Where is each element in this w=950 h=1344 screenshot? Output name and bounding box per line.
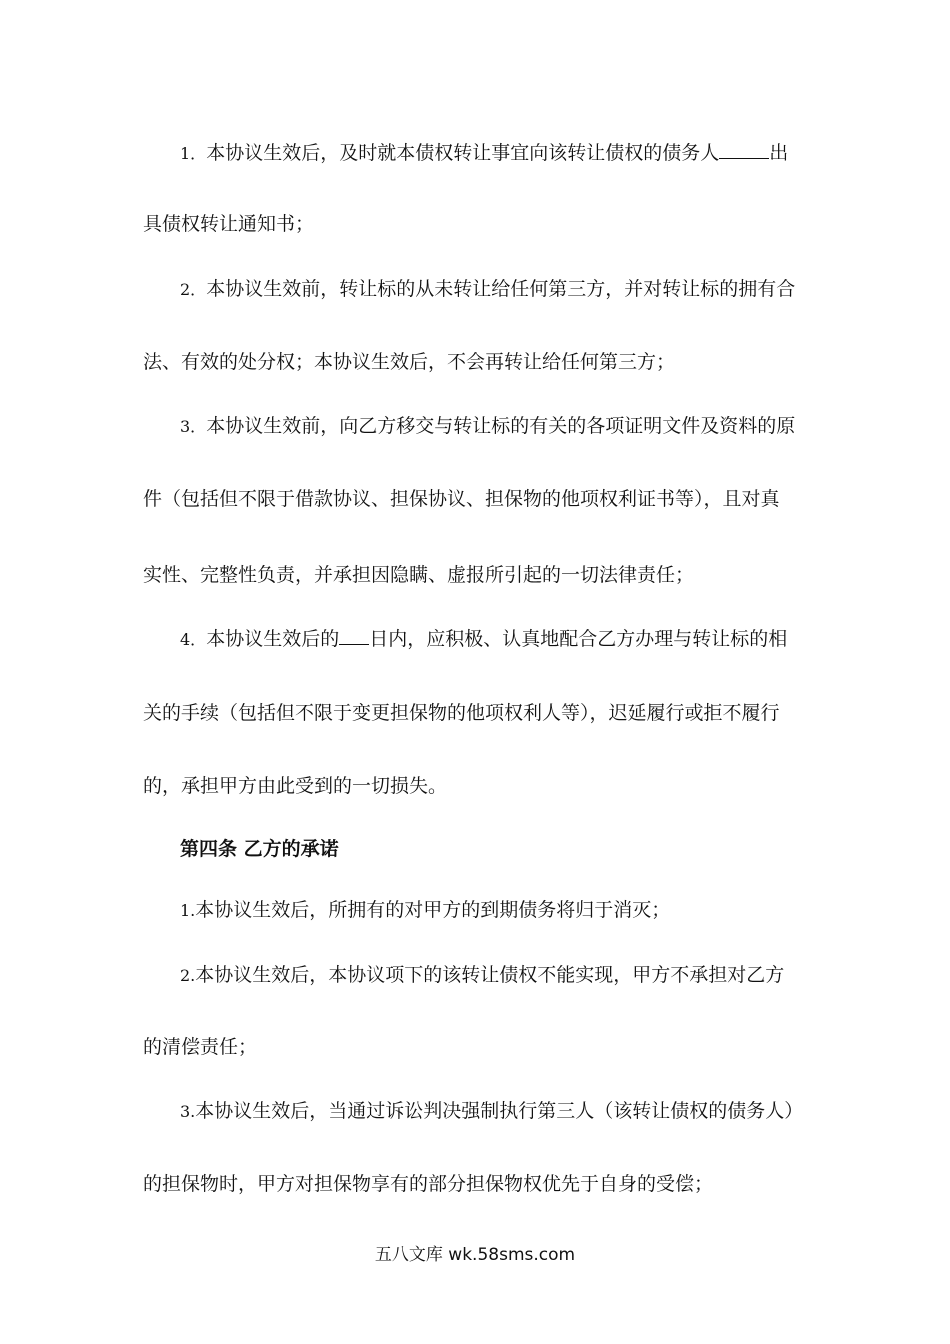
item-number: 2． [180, 280, 207, 299]
line-text: 件（包括但不限于借款协议、担保协议、担保物的他项权利证书等），且对真 [143, 488, 780, 510]
item-number: 1. [180, 901, 196, 920]
line-text: 本协议生效前，向乙方移交与转让标的有关的各项证明文件及资料的原 [206, 415, 796, 437]
fill-blank [339, 626, 369, 645]
paragraph-line [143, 486, 807, 512]
line-text: 法、有效的处分权；本协议生效后，不会再转让给任何第三方； [143, 351, 676, 373]
line-text: 实性、完整性负责，并承担因隐瞒、虚报所引起的一切法律责任； [143, 564, 695, 586]
item-number: 2. [180, 966, 196, 985]
item-number: 3. [180, 1102, 196, 1121]
fill-blank [719, 140, 769, 159]
line-text: 本协议生效前，转让标的从未转让给任何第三方，并对转让标的拥有合 [206, 278, 796, 300]
paragraph-line [180, 140, 807, 167]
line-text: 具债权转让通知书； [143, 213, 315, 235]
paragraph-line [180, 626, 807, 653]
section-heading [180, 836, 807, 862]
paragraph-line [180, 962, 807, 989]
line-text: 的，承担甲方由此受到的一切损失。 [143, 775, 448, 797]
line-tail: 日内，应积极、认真地配合乙方办理与转让标的相 [369, 628, 788, 650]
footer-watermark: 五八文库 wk.58sms.com [374, 1245, 576, 1265]
line-text: 的担保物时，甲方对担保物享有的部分担保物权优先于自身的受偿； [143, 1173, 714, 1195]
line-text: 本协议生效后，当通过诉讼判决强制执行第三人（该转让债权的债务人） [195, 1100, 804, 1122]
paragraph-line [143, 700, 807, 726]
heading-text: 第四条 乙方的承诺 [180, 838, 339, 860]
paragraph-line [143, 773, 807, 799]
paragraph-line [180, 1098, 807, 1125]
paragraph-line [143, 1034, 807, 1060]
paragraph-line [143, 211, 807, 237]
item-number: 1． [180, 144, 207, 163]
paragraph-line [180, 897, 807, 924]
paragraph-line [143, 349, 807, 375]
line-text: 本协议生效后，及时就本债权转让事宜向该转让债权的债务人 [206, 142, 720, 164]
line-text: 本协议生效后，所拥有的对甲方的到期债务将归于消灭； [195, 899, 671, 921]
paragraph-line [180, 276, 807, 303]
item-number: 4． [180, 630, 207, 649]
line-text: 本协议生效后，本协议项下的该转让债权不能实现，甲方不承担对乙方 [195, 964, 785, 986]
paragraph-line [143, 562, 807, 588]
line-tail: 出 [769, 142, 789, 164]
line-text: 的清偿责任； [143, 1036, 258, 1058]
item-number: 3． [180, 417, 207, 436]
paragraph-line [180, 413, 807, 440]
line-text: 本协议生效后的 [206, 628, 340, 650]
line-text: 关的手续（包括但不限于变更担保物的他项权利人等），迟延履行或拒不履行 [143, 702, 780, 724]
paragraph-line [143, 1171, 807, 1197]
